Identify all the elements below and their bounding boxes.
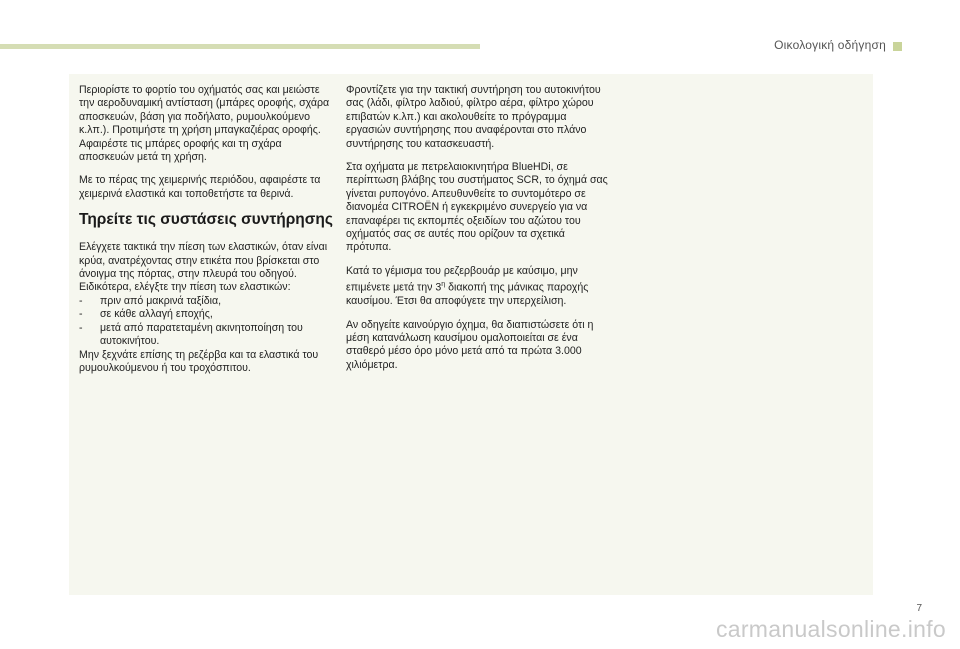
list-item: - πριν από μακρινά ταξίδια, [79,295,337,308]
tyre-pressure-text: Ελέγχετε τακτικά την πίεση των ελαστικών, όταν είναι κρύα, ανατρέχοντας στην ετικέτα που βρίσκεται στο άνοιγμα της πόρτας, στην πλευρά του οδηγού. [79,241,328,281]
header-rule [0,44,480,49]
load-paragraph [79,84,337,164]
refuelling-text-end: διακοπή της μάνικας παροχής καυσίμου. Έτσι θα αποφύγετε την υπερχείλιση. [346,281,589,308]
refuelling-text-start: Κατά το γέμισμα του ρεζερβουάρ με καύσιμο, μην επιμένετε μετά την 3 [346,264,578,294]
tyre-pressure-paragraph [79,241,337,295]
page-number: 7 [916,603,922,614]
watermark: carmanualsonline.info [715,616,946,642]
refuelling-paragraph [346,265,608,309]
maintenance-heading: Τηρείτε τις συστάσεις συντήρησης [79,211,333,229]
section-marker [893,42,902,51]
section-title: Οικολογική οδήγηση [774,38,886,52]
servicing-paragraph: Φροντίζετε για την τακτική συντήρηση του αυτοκινήτου σας (λάδι, φίλτρο λαδιού, φίλτρο αέρα, φίλτρο χώρου επιβατών κ.λπ.) και ακολουθείτε το πρόγραμμα εργασιών συντήρησης που αναφέρονται στο πλάνο συντήρησης του κατασκευαστή. [346,84,601,150]
tyre-check-list [79,295,337,349]
load-text: Περιορίστε το φορτίο του οχήματός σας και μειώστε την αεροδυναμική αντίσταση (μπάρες οροφής, σχάρα αποσκευών, βάση για ποδήλατο, ρυμουλκούμενο κ.λπ.). Προτιμήστε τη χρήση μπαγκαζιέρας οροφής. [79,84,330,137]
spare-tyre-paragraph: Μην ξεχνάτε επίσης τη ρεζέρβα και τα ελαστικά του ρυμουλκούμενου ή του τροχόσπιτου. [79,348,319,374]
list-item: - μετά από παρατεταμένη ακινητοποίηση του αυτοκινήτου. [79,322,337,349]
remove-racks-text: Αφαιρέστε τις μπάρες οροφής και τη σχάρα αποσκευών μετά τη χρήση. [79,137,282,164]
left-column [79,84,337,385]
new-vehicle-paragraph: Αν οδηγείτε καινούργιο όχημα, θα διαπιστώσετε ότι η μέση κατανάλωση καυσίμου ομαλοποιείται σε ένα σταθερό μέσο όρο μόνο μετά από τα πρώτα 3.000 χιλιόμετρα. [346,318,594,371]
tyre-pressure-intro: Ειδικότερα, ελέγξτε την πίεση των ελαστικών: [79,281,291,294]
right-column [346,84,608,382]
bluehdi-paragraph: Στα οχήματα με πετρελαιοκινητήρα BlueHDi, σε περίπτωση βλάβης του συστήματος SCR, το όχημά σας γίνεται ρυπογόνο. Απευθυνθείτε το συντομότερο σε διανομέα CITROËN ή εγκεκριμένο συνεργείο για να επαναφέρει τις εκπομπές οξειδίων του αζώτου του οχήματός σας σε αυτές που ορίζουν τα σχετικά πρότυπα. [346,161,608,254]
ordinal-superscript: η [441,281,446,289]
list-item: - σε κάθε αλλαγή εποχής, [79,308,337,321]
winter-tyres-paragraph: Με το πέρας της χειμερινής περιόδου, αφαιρέστε τα χειμερινά ελαστικά και τοποθετήστε τα θερινά. [79,174,321,200]
